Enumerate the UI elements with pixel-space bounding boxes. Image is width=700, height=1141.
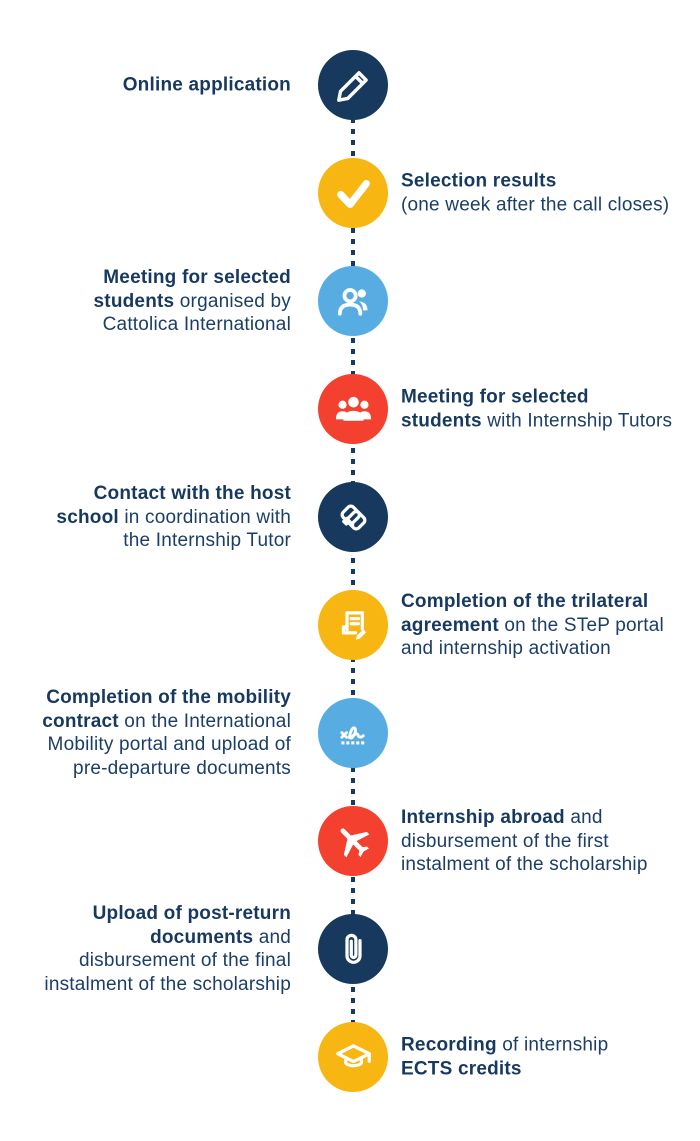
label-text-bold: Contact with the host <box>93 482 291 504</box>
label-line <box>94 266 291 290</box>
label-line <box>401 1057 608 1081</box>
step-label-online-application <box>123 73 291 97</box>
label-text: pre-departure documents <box>73 757 291 779</box>
label-line <box>44 902 291 926</box>
label-line <box>56 482 291 506</box>
label-text: with Internship Tutors <box>481 410 673 431</box>
label-text-bold: Completion of the mobility <box>46 687 291 708</box>
label-text: disbursement of the first <box>401 830 609 852</box>
label-text-bold: Meeting for selected <box>401 386 589 408</box>
label-text-bold: Completion of the trilateral <box>401 590 649 612</box>
label-line <box>401 1034 608 1058</box>
label-text: instalment of the scholarship <box>401 853 648 875</box>
label-text: on the International <box>118 710 291 732</box>
signature-icon <box>318 698 388 768</box>
graduation-cap-icon <box>318 1022 388 1092</box>
two-people-icon <box>318 266 388 336</box>
label-text: (one week after the call closes) <box>401 194 670 215</box>
label-text: and <box>253 926 291 948</box>
label-line <box>44 973 291 997</box>
label-line <box>44 949 291 973</box>
airplane-icon <box>318 806 388 876</box>
label-text: on the STeP portal <box>498 614 664 636</box>
handshake-icon <box>318 482 388 552</box>
label-line <box>401 386 672 410</box>
label-line <box>401 637 664 661</box>
group-people-icon <box>318 374 388 444</box>
label-text: instalment of the scholarship <box>44 973 291 995</box>
label-text-bold: Selection results <box>401 170 557 192</box>
label-text: organised by <box>174 290 291 312</box>
label-line <box>401 193 669 217</box>
step-label-selection-results <box>401 170 669 217</box>
timeline-dashed-line <box>351 85 355 1057</box>
label-text-bold: students <box>401 410 482 431</box>
step-label-trilateral-agreement <box>401 590 664 661</box>
label-text-bold: Recording <box>401 1034 497 1056</box>
label-text-bold: Upload of post-return <box>92 903 291 924</box>
step-label-internship-abroad <box>401 806 648 877</box>
label-line <box>42 710 291 734</box>
label-line <box>401 613 664 637</box>
label-text-bold: documents <box>150 926 254 948</box>
label-text: and internship activation <box>401 637 611 659</box>
label-text: disbursement of the final <box>78 950 291 971</box>
label-text-bold: contract <box>42 710 119 732</box>
pencil-icon <box>318 50 388 120</box>
step-label-mobility-contract <box>42 686 291 780</box>
label-line <box>44 926 291 950</box>
step-label-contact-host-school <box>56 482 291 553</box>
label-line <box>401 806 648 830</box>
label-text: and <box>564 806 603 828</box>
label-line <box>123 73 291 97</box>
label-text: of internship <box>496 1034 609 1056</box>
label-line <box>401 590 664 614</box>
label-line <box>94 289 291 313</box>
label-line <box>42 686 291 710</box>
step-label-meeting-cattolica-international <box>94 266 291 337</box>
label-text-bold: school <box>56 506 119 528</box>
document-pencil-icon <box>318 590 388 660</box>
label-text: in coordination with <box>118 506 291 528</box>
label-text: Cattolica International <box>102 313 291 335</box>
label-text-bold: Online application <box>122 74 291 96</box>
label-line <box>401 829 648 853</box>
label-line <box>56 529 291 553</box>
label-text-bold: Internship abroad <box>401 806 565 828</box>
step-label-ects-credits <box>401 1034 608 1081</box>
label-text-bold: students <box>93 290 175 312</box>
label-line <box>42 733 291 757</box>
label-text-bold: Meeting for selected <box>103 266 291 288</box>
label-text-bold: agreement <box>401 614 499 636</box>
label-line <box>401 853 648 877</box>
paperclip-icon <box>318 914 388 984</box>
label-text-bold: ECTS credits <box>401 1058 522 1079</box>
label-text: Mobility portal and upload of <box>47 734 291 755</box>
label-line <box>56 505 291 529</box>
label-line <box>401 170 669 194</box>
checkmark-icon <box>318 158 388 228</box>
label-line <box>42 757 291 781</box>
label-text: the Internship Tutor <box>123 529 291 551</box>
step-label-meeting-internship-tutors <box>401 386 672 433</box>
step-label-post-return-documents <box>44 902 291 996</box>
label-line <box>94 313 291 337</box>
label-line <box>401 409 672 433</box>
